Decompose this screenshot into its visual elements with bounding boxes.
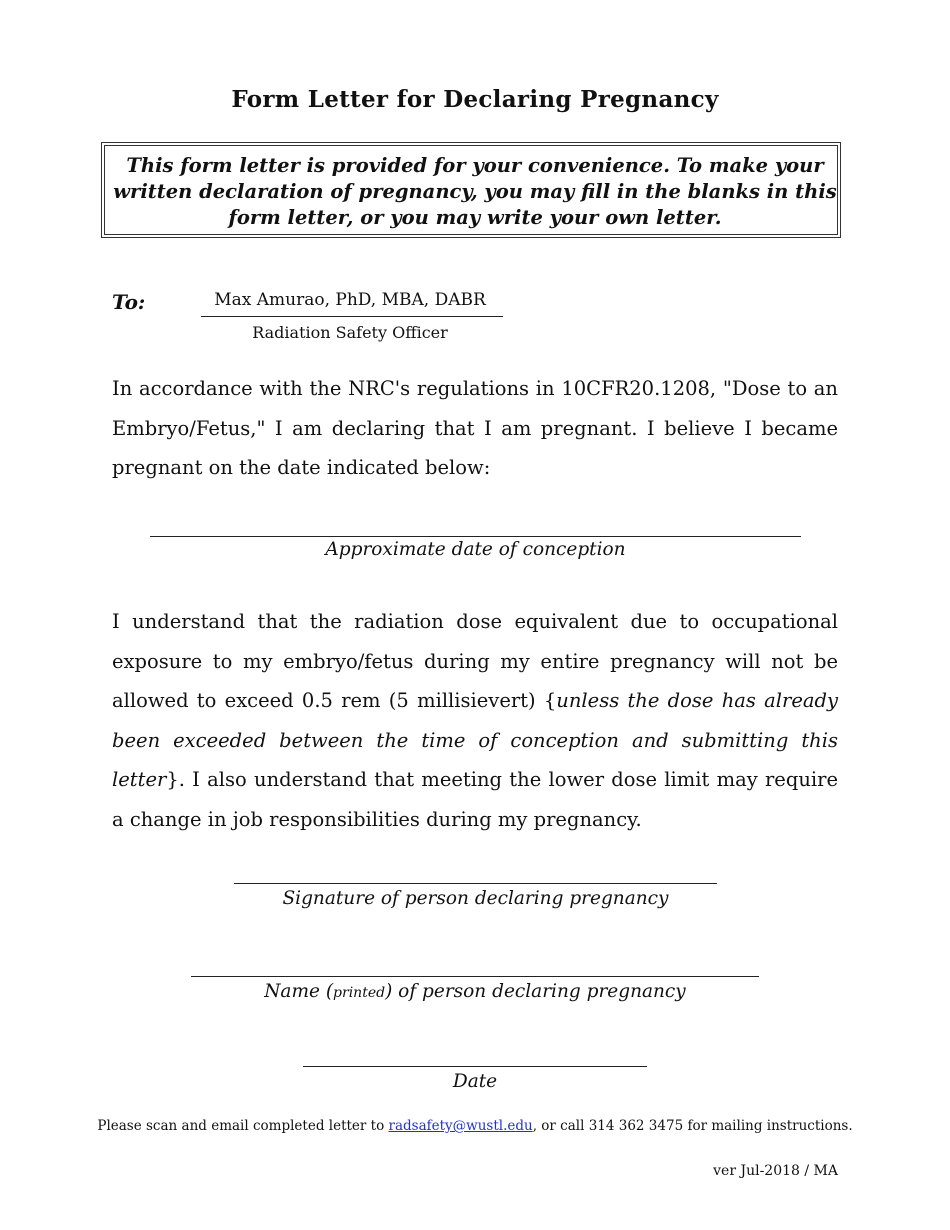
understanding-text-italic: unless the dose has already been exceeded between the time of conception and submitting this letter xyxy=(112,689,838,791)
recipient-name: Max Amurao, PhD, MBA, DABR xyxy=(214,290,486,310)
footer-instructions xyxy=(0,1118,950,1134)
version-label: ver Jul-2018 / MA xyxy=(713,1163,838,1179)
conception-date-line[interactable] xyxy=(150,536,801,537)
recipient-title: Radiation Safety Officer xyxy=(252,323,448,342)
notice-text: This form letter is provided for your convenience. To make your written declaration of pregnancy, you may fill in the blanks in this form letter, or you may write your own letter. xyxy=(113,154,837,229)
conception-date-label: Approximate date of conception xyxy=(325,539,626,560)
declaration-paragraph: In accordance with the NRC's regulations in 10CFR20.1208, "Dose to an Embryo/Fetus," I am declaring that I am pregnant. I believe I became pregnant on the date indicated below: xyxy=(112,377,838,479)
recipient-underline xyxy=(201,316,503,317)
date-label: Date xyxy=(452,1071,498,1092)
date-line[interactable] xyxy=(303,1066,647,1067)
footer-suffix: , or call 314 362 3475 for mailing instructions. xyxy=(532,1118,853,1134)
printed-name-line[interactable] xyxy=(191,976,759,977)
signature-label: Signature of person declaring pregnancy xyxy=(282,888,669,909)
understanding-text-1: I understand that the radiation dose equivalent due to occupational exposure to my embryo/fetus during my entire pregnancy will not be allowed to exceed 0.5 rem (5 millisievert) { xyxy=(112,610,838,712)
printed-small-text: printed xyxy=(333,985,386,1001)
page-title: Form Letter for Declaring Pregnancy xyxy=(231,86,719,113)
email-link[interactable]: radsafety@wustl.edu xyxy=(388,1118,533,1134)
to-label: To: xyxy=(112,290,146,314)
printed-name-label: Name (printed) of person declaring pregnancy xyxy=(264,981,686,1002)
signature-line[interactable] xyxy=(234,883,717,884)
understanding-text-2: }. I also understand that meeting the lower dose limit may require a change in job responsibilities during my pregnancy. xyxy=(112,768,838,831)
footer-prefix: Please scan and email completed letter to xyxy=(97,1118,389,1134)
understanding-paragraph xyxy=(112,602,838,839)
